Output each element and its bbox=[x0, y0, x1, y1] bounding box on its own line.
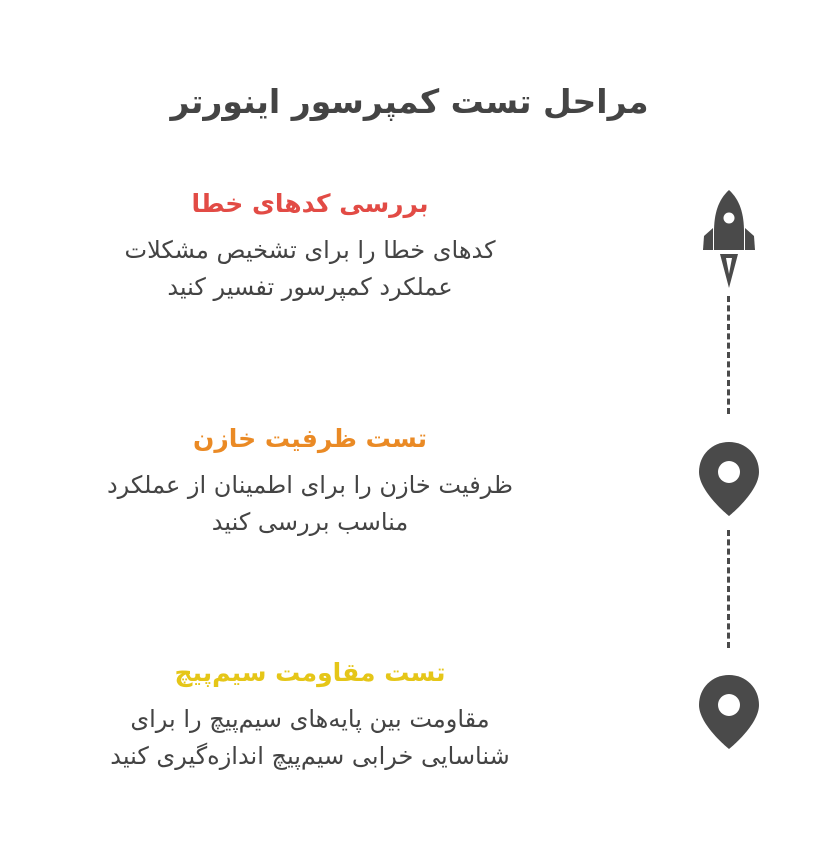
step-title: تست ظرفیت خازن bbox=[193, 424, 427, 453]
timeline-connector bbox=[727, 296, 730, 414]
step-description-line: شناسایی خرابی سیم‌پیچ اندازه‌گیری کنید bbox=[110, 742, 510, 770]
map-pin-icon bbox=[697, 673, 761, 751]
step-description bbox=[40, 232, 580, 306]
step-description-line: مناسب بررسی کنید bbox=[211, 508, 409, 536]
step-title: بررسی کدهای خطا bbox=[191, 189, 429, 218]
step-winding-resistance bbox=[40, 655, 580, 775]
step-description-line: مقاومت بین پایه‌های سیم‌پیچ را برای bbox=[130, 705, 490, 733]
step-description-line: ظرفیت خازن را برای اطمینان از عملکرد bbox=[106, 471, 514, 499]
step-title: تست مقاومت سیم‌پیچ bbox=[174, 658, 446, 687]
map-pin-icon bbox=[697, 440, 761, 518]
step-capacitor-test bbox=[40, 421, 580, 541]
step-description-line: عملکرد کمپرسور تفسیر کنید bbox=[167, 273, 453, 301]
page-title: مراحل تست کمپرسور اینورتر bbox=[170, 82, 649, 121]
step-description-line: کدهای خطا را برای تشخیص مشکلات bbox=[124, 236, 496, 264]
step-description bbox=[40, 467, 580, 541]
step-description bbox=[40, 701, 580, 775]
rocket-icon bbox=[700, 188, 758, 296]
step-error-codes bbox=[40, 186, 580, 306]
timeline-connector bbox=[727, 530, 730, 648]
